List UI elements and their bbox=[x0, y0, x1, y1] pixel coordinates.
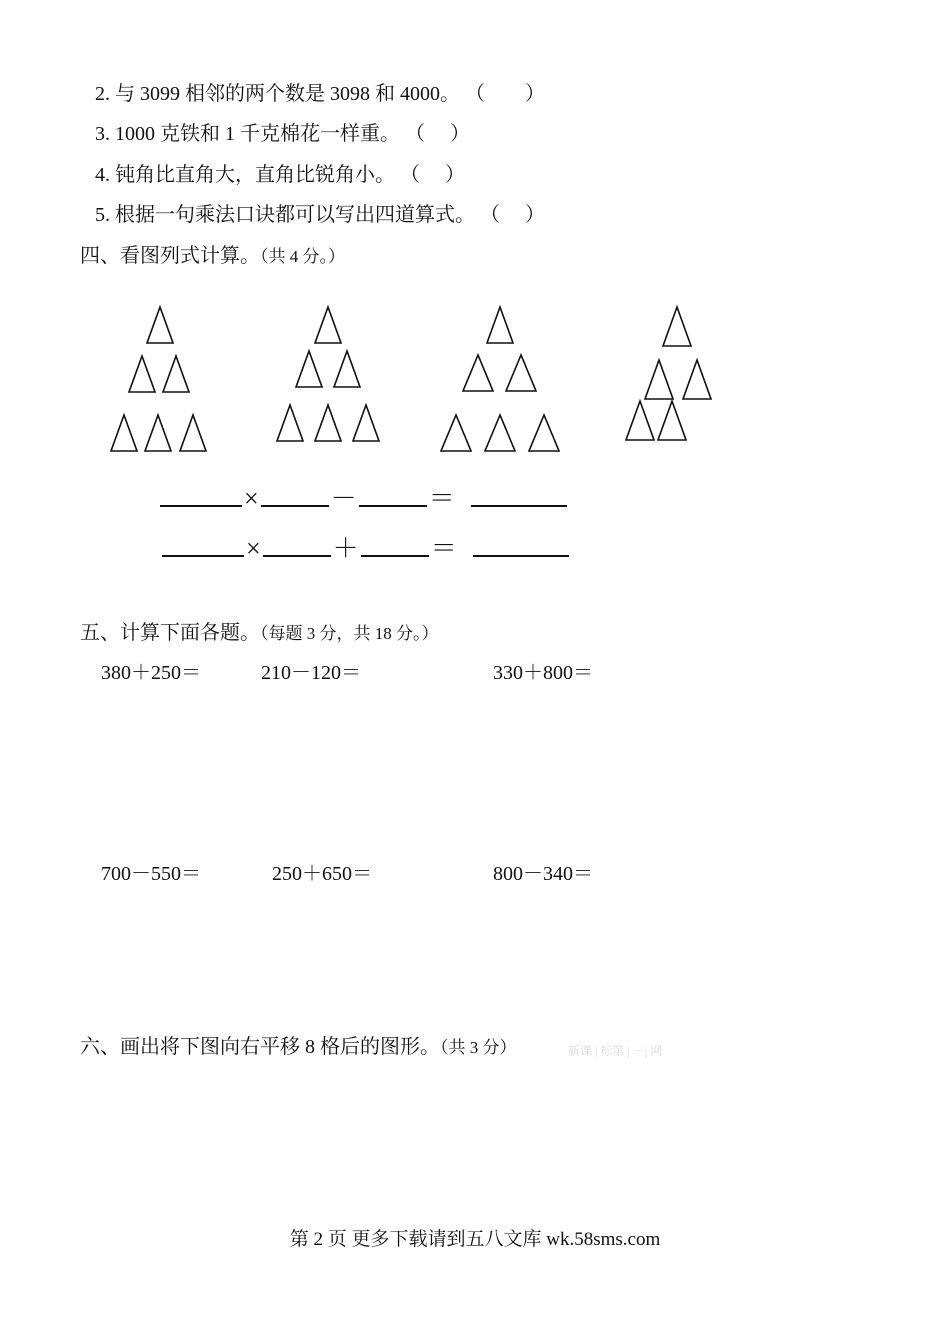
problem: 800－340＝ bbox=[493, 863, 593, 885]
equals-sign: ＝ bbox=[430, 534, 457, 563]
triangle-group-2 bbox=[277, 307, 379, 441]
section6-note: （共 3 分） bbox=[440, 1038, 517, 1057]
answer-parentheses[interactable]: （ ） bbox=[465, 83, 545, 105]
problem: 330＋800＝ bbox=[493, 662, 593, 684]
answer-blank[interactable] bbox=[162, 537, 244, 557]
page-footer: 第 2 页 更多下载请到五八文库 wk.58sms.com bbox=[289, 1229, 661, 1250]
equation-row-1 bbox=[160, 486, 567, 514]
answer-blank[interactable] bbox=[471, 487, 567, 507]
item-text: 根据一句乘法口诀都可以写出四道算式。 bbox=[115, 204, 475, 226]
answer-blank[interactable] bbox=[261, 487, 329, 507]
section5-heading bbox=[80, 620, 439, 647]
multiply-sign: × bbox=[244, 484, 259, 513]
item-number: 2. bbox=[95, 83, 110, 105]
answer-blank[interactable] bbox=[359, 487, 427, 507]
answer-blank[interactable] bbox=[473, 537, 569, 557]
section4-note: （共 4 分。） bbox=[260, 247, 345, 266]
triangle-group-1 bbox=[111, 307, 206, 451]
section5-note: （每题 3 分，共 18 分。） bbox=[260, 624, 439, 643]
item-number: 5. bbox=[95, 204, 110, 226]
answer-blank[interactable] bbox=[160, 487, 242, 507]
multiply-sign: × bbox=[246, 534, 261, 563]
answer-parentheses[interactable]: （ ） bbox=[480, 204, 545, 226]
problem: 210－120＝ bbox=[261, 662, 361, 684]
triangle-group-4 bbox=[626, 307, 711, 440]
equals-sign: ＝ bbox=[428, 484, 455, 513]
plus-sign: ＋ bbox=[332, 534, 359, 563]
answer-blank[interactable] bbox=[361, 537, 429, 557]
item-text: 与 3099 相邻的两个数是 3098 和 4000。 bbox=[115, 83, 460, 105]
item-text: 钝角比直角大，直角比锐角小。 bbox=[115, 164, 395, 186]
triangle-groups-figure bbox=[0, 0, 950, 480]
section5-title: 五、计算下面各题。 bbox=[80, 622, 260, 644]
section4-title: 四、看图列式计算。 bbox=[80, 245, 260, 267]
section6-title: 六、画出将下图向右平移 8 格后的图形。 bbox=[80, 1036, 440, 1058]
answer-parentheses[interactable]: （ ） bbox=[405, 123, 470, 145]
minus-sign: － bbox=[330, 484, 357, 513]
problem: 250＋650＝ bbox=[272, 863, 372, 885]
item-number: 4. bbox=[95, 164, 110, 186]
watermark: 新课 | 标第 | 一| 网 bbox=[568, 1044, 663, 1058]
problem: 380＋250＝ bbox=[101, 662, 201, 684]
triangle-group-3 bbox=[441, 307, 559, 451]
section6-heading bbox=[80, 1034, 517, 1061]
equation-row-2 bbox=[162, 536, 569, 564]
answer-parentheses[interactable]: （ ） bbox=[400, 164, 465, 186]
item-text: 1000 克铁和 1 千克棉花一样重。 bbox=[115, 123, 400, 145]
answer-blank[interactable] bbox=[263, 537, 331, 557]
item-number: 3. bbox=[95, 123, 110, 145]
problem: 700－550＝ bbox=[101, 863, 201, 885]
